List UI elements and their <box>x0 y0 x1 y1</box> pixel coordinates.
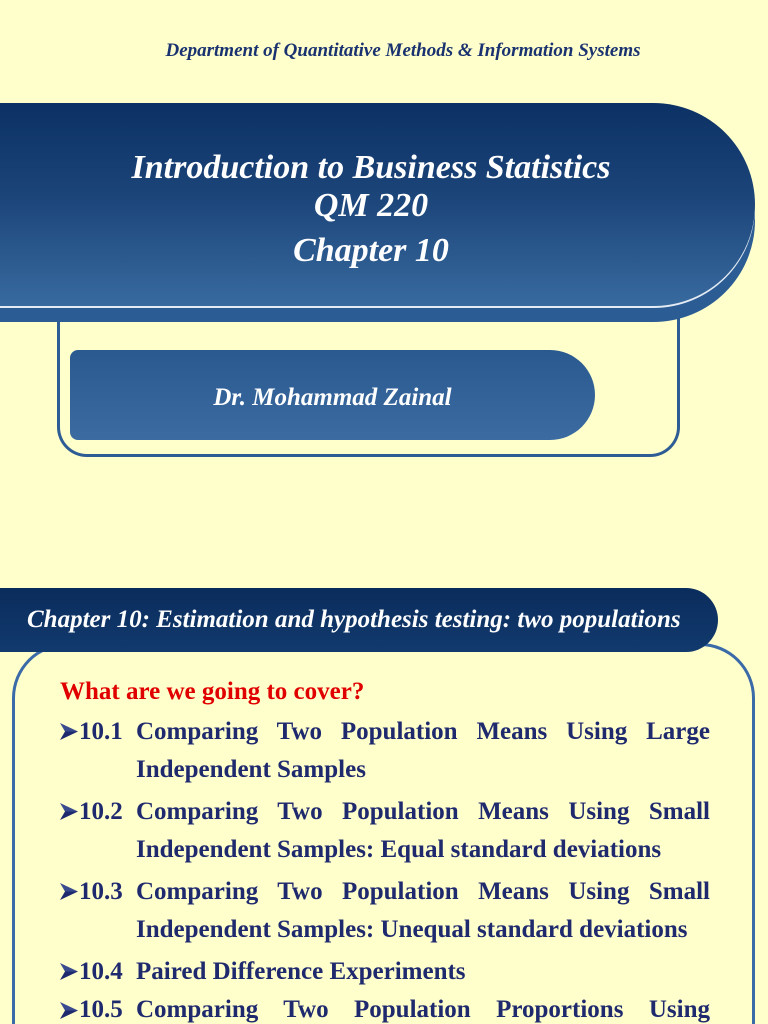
arrowhead-bullet-icon <box>60 883 78 900</box>
topic-list <box>60 713 710 1024</box>
chapter-label: Chapter 10 <box>293 232 449 269</box>
arrowhead-bullet-icon <box>60 803 78 820</box>
topic-number: 10.3 <box>79 878 123 905</box>
list-item <box>60 713 710 788</box>
title-banner <box>0 103 755 306</box>
topic-title-line: Paired Difference Experiments <box>136 958 466 985</box>
topic-title-line: Comparing Two Population Means Using Small <box>136 878 710 905</box>
topic-title-line: Independent Samples: Equal standard deviations <box>136 835 662 863</box>
topic-title-line: Comparing Two Population Means Using Large <box>136 718 710 745</box>
slide-header-title: Chapter 10: Estimation and hypothesis testing: two populations <box>27 606 681 633</box>
arrowhead-bullet-icon <box>60 723 78 740</box>
topic-number: 10.5 <box>79 995 123 1023</box>
topic-title-line: Comparing Two Population Proportions Using <box>136 995 710 1023</box>
list-item <box>60 953 710 991</box>
list-item <box>60 996 710 1024</box>
course-code: QM 220 <box>313 187 429 224</box>
title-block <box>0 149 742 270</box>
topic-title-line: Independent Samples: Unequal standard deviations <box>136 915 688 943</box>
topic-number: 10.1 <box>79 718 123 745</box>
list-item <box>60 873 710 948</box>
course-title: Introduction to Business Statistics <box>131 149 611 186</box>
arrowhead-bullet-icon <box>60 963 78 980</box>
author-name: Dr. Mohammad Zainal <box>213 384 452 411</box>
topic-title-line: Independent Samples <box>136 755 366 783</box>
department-name: Department of Quantitative Methods & Information Systems <box>165 40 641 61</box>
author-banner <box>70 350 595 440</box>
list-item <box>60 793 710 868</box>
arrowhead-bullet-icon <box>60 1002 78 1019</box>
topic-title-line: Comparing Two Population Means Using Small <box>136 798 710 825</box>
topic-number: 10.4 <box>79 958 123 985</box>
intro-question: What are we going to cover? <box>60 678 365 705</box>
slide-header <box>0 588 718 652</box>
topic-number: 10.2 <box>79 798 123 825</box>
